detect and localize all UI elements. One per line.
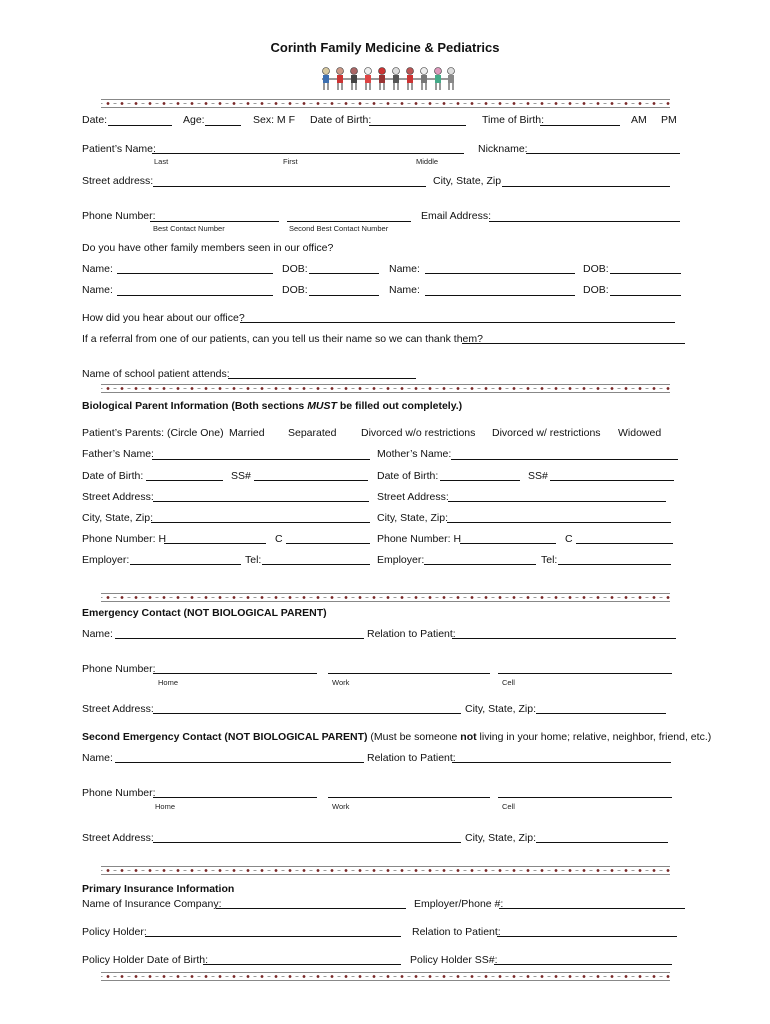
family-name-field[interactable] xyxy=(425,295,575,296)
csz-field[interactable] xyxy=(502,186,670,187)
widowed-option[interactable]: Widowed xyxy=(618,427,662,439)
emergency-work-field[interactable] xyxy=(328,673,490,674)
middle-hint: Middle xyxy=(416,157,439,166)
father-tel-field[interactable] xyxy=(262,564,370,565)
insurance-company-field[interactable] xyxy=(216,908,406,909)
family-dob-field[interactable] xyxy=(610,295,681,296)
am-option[interactable]: AM xyxy=(631,114,647,126)
father-dob-field[interactable] xyxy=(146,480,223,481)
age-label: Age: xyxy=(183,114,205,126)
school-field[interactable] xyxy=(228,378,416,379)
family-dob-label: DOB: xyxy=(282,284,308,296)
insurance-relation-label: Relation to Patient: xyxy=(412,926,501,938)
family-dob-label: DOB: xyxy=(282,263,308,275)
emergency-phone-label: Phone Number: xyxy=(82,663,156,675)
hear-field[interactable] xyxy=(240,322,675,323)
family-name-label: Name: xyxy=(82,284,113,296)
emergency2-relation-field[interactable] xyxy=(452,762,671,763)
insurance-relation-field[interactable] xyxy=(497,936,677,937)
holder-dob-label: Policy Holder Date of Birth: xyxy=(82,954,209,966)
married-option[interactable]: Married xyxy=(229,427,265,439)
patient-name-label: Patient’s Name: xyxy=(82,143,156,155)
referral-label: If a referral from one of our patients, can you tell us their name so we can thank them? xyxy=(82,333,483,345)
mother-employer-label: Employer: xyxy=(377,554,425,566)
insurance-employer-field[interactable] xyxy=(499,908,685,909)
father-dob-label: Date of Birth: xyxy=(82,470,144,482)
holder-ssn-field[interactable] xyxy=(494,964,672,965)
emergency-name-label: Name: xyxy=(82,628,113,640)
emergency2-csz-label: City, State, Zip: xyxy=(465,832,536,844)
father-cell-phone-field[interactable] xyxy=(286,543,370,544)
family-name-label: Name: xyxy=(389,263,420,275)
parents-heading: Biological Parent Information (Both sections MUST be filled out completely.) xyxy=(82,400,463,412)
father-csz-label: City, State, Zip: xyxy=(82,512,153,524)
last-hint: Last xyxy=(154,157,169,166)
father-employer-label: Employer: xyxy=(82,554,130,566)
decorative-border xyxy=(101,384,670,393)
father-street-label: Street Address: xyxy=(82,491,154,503)
emergency2-heading: Second Emergency Contact (NOT BIOLOGICAL PARENT) (Must be someone not living in your home; relative, neighbor, friend, etc.) xyxy=(82,731,712,743)
father-street-field[interactable] xyxy=(153,501,369,502)
father-ssn-label: SS# xyxy=(231,470,251,482)
email-field[interactable] xyxy=(489,221,680,222)
age-field[interactable] xyxy=(205,125,241,126)
dob-field[interactable] xyxy=(369,125,466,126)
emergency-csz-label: City, State, Zip: xyxy=(465,703,536,715)
patient-name-field[interactable] xyxy=(152,153,464,154)
divorced-w-option[interactable]: Divorced w/ restrictions xyxy=(492,427,601,439)
tob-label: Time of Birth: xyxy=(482,114,545,126)
street-field[interactable] xyxy=(153,186,426,187)
form-title: Corinth Family Medicine & Pediatrics xyxy=(270,40,500,55)
family-question: Do you have other family members seen in our office? xyxy=(82,242,334,254)
cell-hint: Cell xyxy=(502,802,515,811)
emergency2-name-label: Name: xyxy=(82,752,113,764)
decorative-border xyxy=(101,972,670,981)
date-label: Date: xyxy=(82,114,108,126)
mother-csz-field[interactable] xyxy=(447,522,671,523)
work-hint: Work xyxy=(332,802,350,811)
parents-status-label: Patient’s Parents: (Circle One) xyxy=(82,427,224,439)
family-name-field[interactable] xyxy=(425,273,575,274)
emergency2-street-label: Street Address: xyxy=(82,832,154,844)
dob-label: Date of Birth: xyxy=(310,114,372,126)
second-contact-hint: Second Best Contact Number xyxy=(289,224,389,233)
mother-label: Mother’s Name: xyxy=(377,448,452,460)
mother-cell-label: C xyxy=(565,533,573,545)
referral-field[interactable] xyxy=(462,343,685,344)
mother-employer-field[interactable] xyxy=(424,564,536,565)
emergency-csz-field[interactable] xyxy=(536,713,666,714)
emergency-cell-field[interactable] xyxy=(498,673,672,674)
insurance-company-label: Name of Insurance Company: xyxy=(82,898,222,910)
second-phone-field[interactable] xyxy=(287,221,411,222)
mother-cell-phone-field[interactable] xyxy=(576,543,673,544)
emergency-street-field[interactable] xyxy=(153,713,461,714)
father-employer-field[interactable] xyxy=(130,564,241,565)
policy-holder-label: Policy Holder: xyxy=(82,926,147,938)
family-name-label: Name: xyxy=(389,284,420,296)
first-hint: First xyxy=(283,157,298,166)
separated-option[interactable]: Separated xyxy=(288,427,337,439)
emergency2-csz-field[interactable] xyxy=(536,842,668,843)
father-ssn-field[interactable] xyxy=(254,480,368,481)
emergency2-street-field[interactable] xyxy=(153,842,461,843)
sex-label[interactable]: Sex: M F xyxy=(253,114,296,126)
emergency-name-field[interactable] xyxy=(115,638,364,639)
emergency2-home-field[interactable] xyxy=(153,797,317,798)
pm-option[interactable]: PM xyxy=(661,114,677,126)
decorative-border xyxy=(101,593,670,602)
school-label: Name of school patient attends: xyxy=(82,368,230,380)
mother-ssn-field[interactable] xyxy=(550,480,674,481)
holder-dob-field[interactable] xyxy=(203,964,401,965)
emergency-street-label: Street Address: xyxy=(82,703,154,715)
mother-name-field[interactable] xyxy=(451,459,678,460)
mother-tel-field[interactable] xyxy=(558,564,671,565)
father-csz-field[interactable] xyxy=(151,522,370,523)
best-contact-hint: Best Contact Number xyxy=(153,224,225,233)
insurance-employer-label: Employer/Phone #: xyxy=(414,898,504,910)
decorative-border xyxy=(101,866,670,875)
tob-field[interactable] xyxy=(540,125,620,126)
family-name-label: Name: xyxy=(82,263,113,275)
emergency-home-field[interactable] xyxy=(153,673,317,674)
father-tel-label: Tel: xyxy=(245,554,262,566)
best-phone-field[interactable] xyxy=(150,221,279,222)
email-label: Email Address: xyxy=(421,210,492,222)
phone-label: Phone Number: xyxy=(82,210,156,222)
street-label: Street address: xyxy=(82,175,154,187)
mother-csz-label: City, State, Zip: xyxy=(377,512,448,524)
mother-ssn-label: SS# xyxy=(528,470,548,482)
decorative-border xyxy=(101,99,670,108)
policy-holder-field[interactable] xyxy=(145,936,401,937)
emergency2-cell-field[interactable] xyxy=(498,797,672,798)
family-dob-field[interactable] xyxy=(309,295,379,296)
mother-street-label: Street Address: xyxy=(377,491,449,503)
emergency-relation-label: Relation to Patient: xyxy=(367,628,456,640)
nickname-field[interactable] xyxy=(526,153,680,154)
emergency2-name-field[interactable] xyxy=(115,762,364,763)
family-dob-label: DOB: xyxy=(583,263,609,275)
mother-dob-label: Date of Birth: xyxy=(377,470,439,482)
cell-hint: Cell xyxy=(502,678,515,687)
holder-ssn-label: Policy Holder SS#: xyxy=(410,954,498,966)
emergency2-work-field[interactable] xyxy=(328,797,490,798)
divorced-wo-option[interactable]: Divorced w/o restrictions xyxy=(361,427,476,439)
father-home-phone-field[interactable] xyxy=(164,543,266,544)
emergency2-phone-label: Phone Number: xyxy=(82,787,156,799)
csz-label: City, State, Zip xyxy=(433,175,502,187)
emergency2-relation-label: Relation to Patient: xyxy=(367,752,456,764)
family-name-field[interactable] xyxy=(117,295,273,296)
mother-tel-label: Tel: xyxy=(541,554,558,566)
father-cell-label: C xyxy=(275,533,283,545)
hear-label: How did you hear about our office? xyxy=(82,312,245,324)
family-name-field[interactable] xyxy=(117,273,273,274)
father-label: Father’s Name: xyxy=(82,448,154,460)
home-hint: Home xyxy=(158,678,179,687)
family-dob-field[interactable] xyxy=(610,273,681,274)
mother-street-field[interactable] xyxy=(448,501,666,502)
family-dob-field[interactable] xyxy=(309,273,379,274)
nickname-label: Nickname: xyxy=(478,143,528,155)
insurance-heading: Primary Insurance Information xyxy=(82,883,235,895)
mother-phone-label: Phone Number: H xyxy=(377,533,462,545)
mother-dob-field[interactable] xyxy=(440,480,520,481)
date-field[interactable] xyxy=(108,125,172,126)
emergency-heading: Emergency Contact (NOT BIOLOGICAL PARENT) xyxy=(82,607,327,619)
children-clipart-logo xyxy=(318,66,458,92)
work-hint: Work xyxy=(332,678,350,687)
father-phone-label: Phone Number: H xyxy=(82,533,167,545)
mother-home-phone-field[interactable] xyxy=(460,543,556,544)
father-name-field[interactable] xyxy=(152,459,370,460)
home-hint: Home xyxy=(155,802,176,811)
family-dob-label: DOB: xyxy=(583,284,609,296)
emergency-relation-field[interactable] xyxy=(452,638,676,639)
